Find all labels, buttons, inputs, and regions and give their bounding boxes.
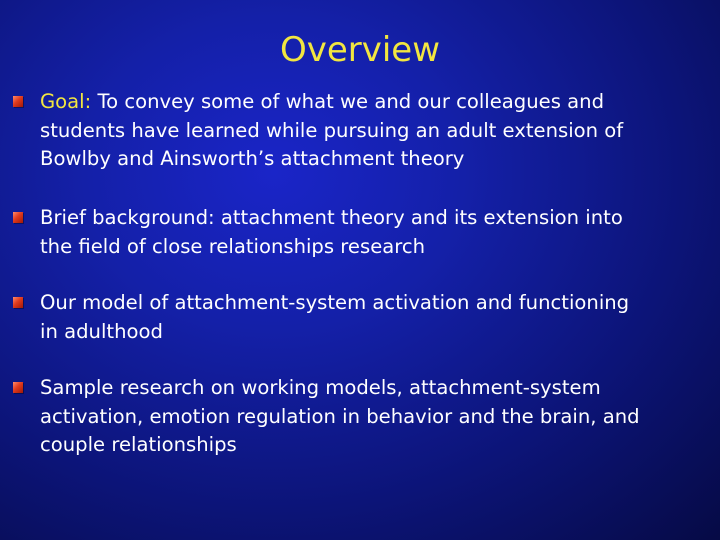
square-bullet-icon xyxy=(13,297,23,308)
bullet-text: Brief background: attachment theory and its extension into the field of close relationships research xyxy=(40,206,623,258)
bullet-body: To convey some of what we and our colleagues and students have learned while pursuing an adult extension of Bowlby and Ainsworth’s attachment theory xyxy=(40,90,624,170)
bullet-text: Our model of attachment-system activation and functioning in adulthood xyxy=(40,291,630,343)
square-bullet-icon xyxy=(13,96,23,107)
bullet-lead-label: Goal: xyxy=(40,90,92,113)
bullet-text xyxy=(40,88,705,174)
square-bullet-icon xyxy=(13,382,23,393)
square-bullet-icon xyxy=(13,212,23,223)
slide-title: Overview xyxy=(279,30,441,70)
bullet-text: Sample research on working models, attachment-system activation, emotion regulation in behavior and the brain, and couple relationships xyxy=(40,376,640,456)
